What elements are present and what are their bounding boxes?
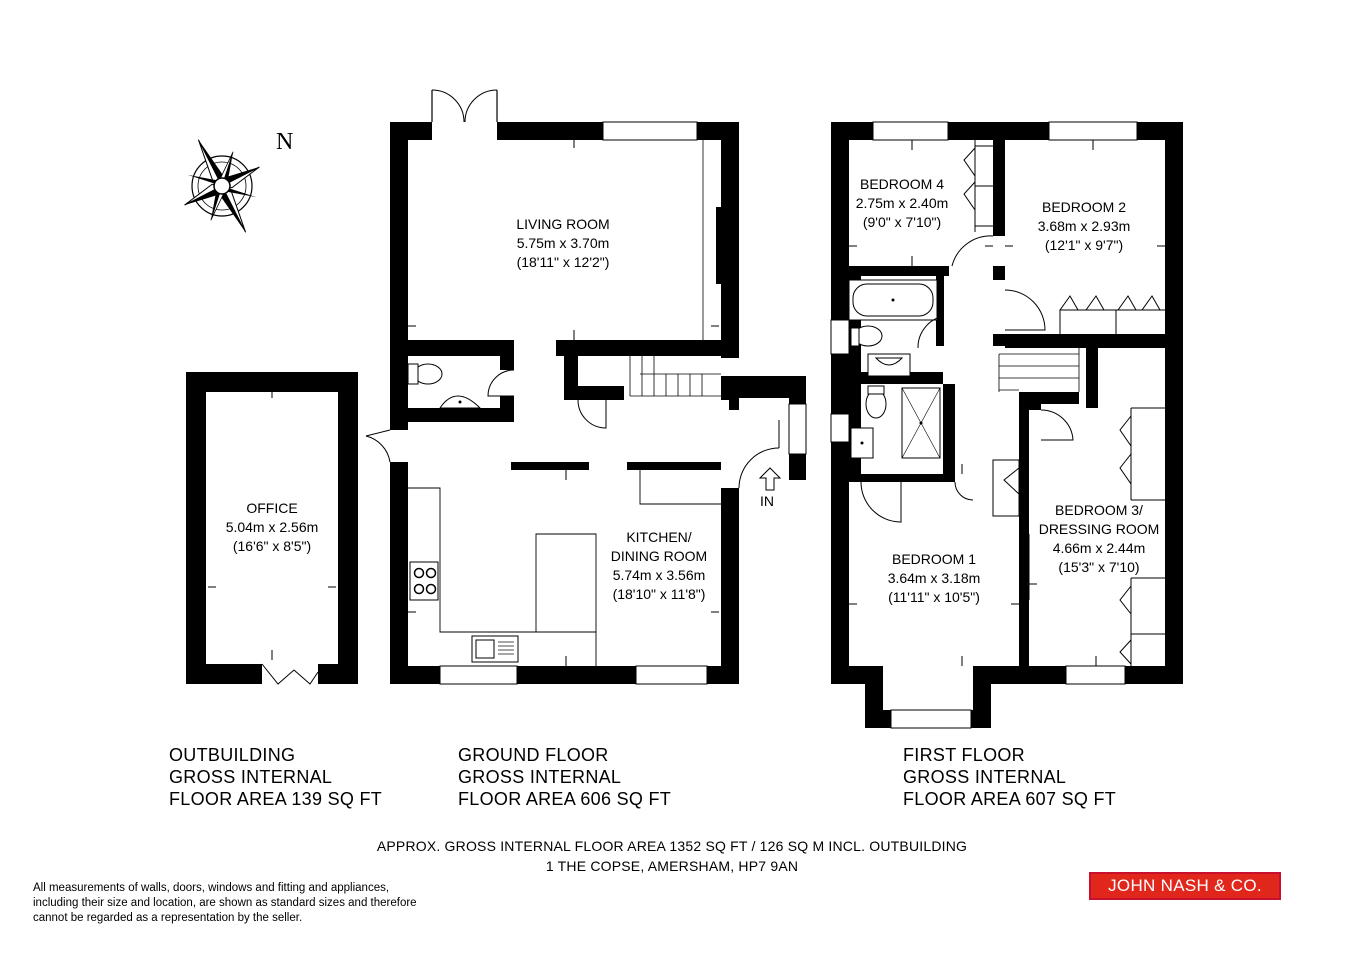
first-floor-area-block [903, 744, 1116, 810]
outbuilding-area-line1: OUTBUILDING [169, 745, 296, 765]
bedroom4-name: BEDROOM 4 [859, 176, 945, 192]
ground-floor-area-line1: GROUND FLOOR [458, 745, 609, 765]
total-floor-area: APPROX. GROSS INTERNAL FLOOR AREA 1352 SQ FT / 126 SQ M INCL. OUTBUILDING [376, 838, 968, 854]
first-floor-plan [831, 122, 1183, 728]
bedroom2-name: BEDROOM 2 [1041, 199, 1127, 215]
property-address: 1 THE COPSE, AMERSHAM, HP7 9AN [545, 858, 799, 874]
kitchen-dims-m: 5.74m x 3.56m [612, 567, 706, 583]
disclaimer [33, 881, 493, 926]
bedroom1-name: BEDROOM 1 [891, 551, 977, 567]
bedroom2-dims-m: 3.68m x 2.93m [1037, 218, 1131, 234]
ground-floor-plan [366, 90, 806, 684]
ground-floor-area-line2: GROSS INTERNAL [458, 767, 622, 787]
ground-floor-area-line3: FLOOR AREA 606 SQ FT [458, 789, 672, 809]
kitchen-name-line2: DINING ROOM [610, 548, 708, 564]
agent-logo-text: JOHN NASH & CO. [1091, 874, 1279, 898]
bedroom2-dims-ft: (12'1" x 9'7") [1044, 237, 1124, 253]
outbuilding-area-line3: FLOOR AREA 139 SQ FT [169, 789, 383, 809]
first-floor-area-line2: GROSS INTERNAL [903, 767, 1067, 787]
bedroom3-dims-m: 4.66m x 2.44m [1052, 540, 1146, 556]
kitchen-name-line1: KITCHEN/ [626, 529, 692, 545]
office-name: OFFICE [246, 500, 298, 516]
office-dims-m: 5.04m x 2.56m [225, 519, 319, 535]
kitchen-dims-ft: (18'10" x 11'8") [612, 586, 706, 602]
first-floor-area-line3: FLOOR AREA 607 SQ FT [903, 789, 1117, 809]
bedroom1-dims-m: 3.64m x 3.18m [887, 570, 981, 586]
bedroom1-dims-ft: (11'11" x 10'5") [888, 589, 980, 605]
disclaimer-line2: including their size and location, are shown as standard sizes and therefore [33, 897, 417, 909]
disclaimer-line1: All measurements of walls, doors, windows and fitting and appliances, [33, 882, 390, 894]
office-dims-ft: (16'6" x 8'5") [232, 538, 312, 554]
living-room-name: LIVING ROOM [516, 216, 610, 232]
bedroom4-dims-m: 2.75m x 2.40m [855, 195, 949, 211]
outbuilding-area-line2: GROSS INTERNAL [169, 767, 333, 787]
bedroom4-dims-ft: (9'0" x 7'10") [862, 214, 942, 230]
agent-logo [1089, 872, 1281, 900]
bedroom3-dims-ft: (15'3" x 7'10) [1058, 559, 1140, 575]
compass-rose-icon [161, 121, 283, 252]
compass-north-label: N [276, 129, 294, 155]
bedroom3-name-line2: DRESSING ROOM [1038, 521, 1160, 537]
living-room-dims-m: 5.75m x 3.70m [516, 235, 610, 251]
summary-block [0, 836, 1350, 876]
ground-floor-area-block [458, 744, 671, 810]
bedroom3-name-line1: BEDROOM 3/ [1055, 502, 1143, 518]
disclaimer-line3: cannot be regarded as a representation by the seller. [33, 912, 303, 924]
living-room-dims-ft: (18'11" x 12'2") [516, 254, 610, 270]
outbuilding-area-block [169, 744, 382, 810]
entrance-label: IN [760, 493, 774, 509]
first-floor-area-line1: FIRST FLOOR [903, 745, 1025, 765]
